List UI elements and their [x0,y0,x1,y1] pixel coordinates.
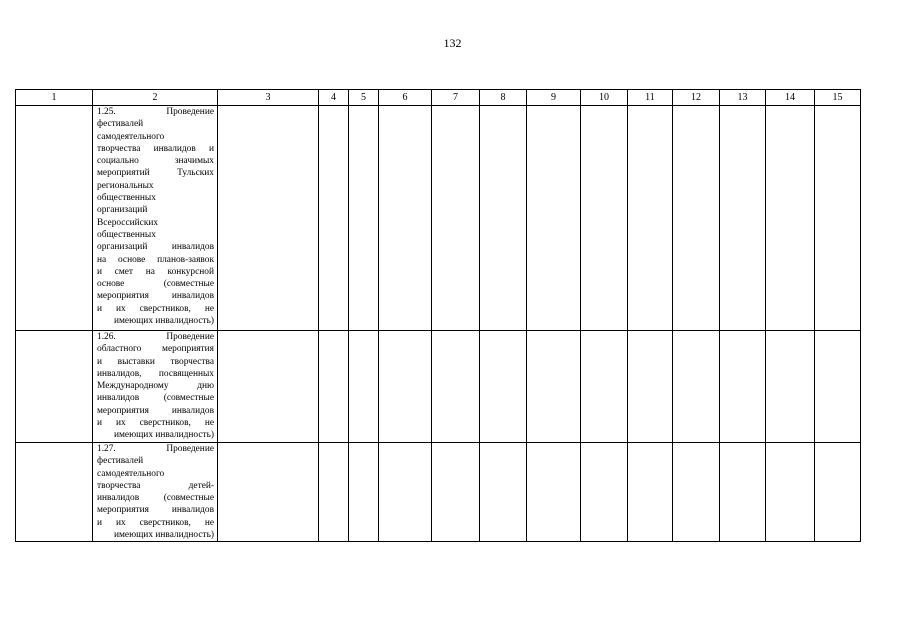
description-line: региональных [97,180,154,191]
description-line: и их сверстников, не [97,303,214,314]
column-header: 15 [815,90,861,106]
description-line: и смет на конкурсной [97,266,214,277]
description-line: областного мероприятия [97,344,214,355]
column-header: 13 [720,90,766,106]
column-header: 11 [628,90,673,106]
empty-cell [16,106,93,331]
description-line: общественных [97,229,156,240]
page-number: 132 [443,36,462,50]
column-header: 2 [93,90,218,106]
column-header: 14 [766,90,815,106]
column-header: 8 [480,90,527,106]
table-body [16,106,861,542]
empty-cell [581,106,628,331]
empty-cell [432,106,480,331]
program-table [15,89,861,542]
empty-cell [628,106,673,331]
description-line: организаций инвалидов [97,242,214,253]
empty-cell [16,331,93,443]
empty-cell [815,106,861,331]
description-line: Всероссийских [97,217,159,228]
empty-cell [480,331,527,443]
empty-cell [16,443,93,542]
description-line: инвалидов, посвященных [97,368,214,379]
description-line: общественных [97,193,156,204]
description-line: мероприятия инвалидов [97,505,214,516]
empty-cell [766,331,815,443]
description-line: Международному дню [97,381,214,392]
empty-cell [766,443,815,542]
description-line: творчества детей- [97,480,214,491]
description-line: инвалидов (совместные [97,393,214,404]
column-header: 9 [527,90,581,106]
description-line: имеющих инвалидность) [113,430,214,441]
empty-cell [379,443,432,542]
empty-cell [673,331,720,443]
empty-cell [480,106,527,331]
empty-cell [218,106,319,331]
empty-cell [581,331,628,443]
empty-cell [720,443,766,542]
column-header: 3 [218,90,319,106]
empty-cell [432,331,480,443]
measure-description [93,331,218,443]
empty-cell [766,106,815,331]
table-row [16,106,861,331]
empty-cell [379,106,432,331]
column-header: 5 [349,90,379,106]
column-header: 7 [432,90,480,106]
description-line: инвалидов (совместные [97,493,214,504]
empty-cell [218,331,319,443]
empty-cell [527,443,581,542]
empty-cell [319,106,349,331]
description-line: 1.26. Проведение [97,332,214,342]
empty-cell [527,106,581,331]
empty-cell [218,443,319,542]
empty-cell [349,443,379,542]
description-line: фестивалей [97,119,144,130]
empty-cell [349,106,379,331]
header-row [16,90,861,106]
description-line: основе (совместные [97,279,214,290]
empty-cell [628,443,673,542]
empty-cell [720,331,766,443]
empty-cell [581,443,628,542]
column-header: 6 [379,90,432,106]
empty-cell [527,331,581,443]
column-header: 4 [319,90,349,106]
description-line: на основе планов-заявок [97,254,214,265]
empty-cell [720,106,766,331]
description-line: самодеятельного [97,468,165,479]
empty-cell [815,331,861,443]
empty-cell [673,443,720,542]
description-line: 1.27. Проведение [97,444,214,454]
empty-cell [432,443,480,542]
empty-cell [379,331,432,443]
description-line: организаций [97,205,148,216]
empty-cell [628,331,673,443]
empty-cell [480,443,527,542]
empty-cell [349,331,379,443]
measure-description [93,443,218,542]
description-line: мероприятия инвалидов [97,405,214,416]
empty-cell [815,443,861,542]
column-header: 10 [581,90,628,106]
description-line: имеющих инвалидность) [113,316,214,327]
description-line: социально значимых [97,156,214,167]
column-header: 1 [16,90,93,106]
empty-cell [319,443,349,542]
description-line: и их сверстников, не [97,418,214,429]
empty-cell [319,331,349,443]
description-line: и выставки творчества [97,356,214,367]
description-line: мероприятия инвалидов [97,291,214,302]
table-row [16,443,861,542]
description-line: имеющих инвалидность) [113,530,214,541]
description-line: 1.25. Проведение [97,107,214,117]
measure-description [93,106,218,331]
column-header: 12 [673,90,720,106]
description-line: творчества инвалидов и [97,143,214,154]
description-line: мероприятий Тульских [97,168,214,179]
description-line: фестивалей [97,456,144,467]
description-line: самодеятельного [97,131,165,142]
description-line: и их сверстников, не [97,517,214,528]
table-row [16,331,861,443]
empty-cell [673,106,720,331]
